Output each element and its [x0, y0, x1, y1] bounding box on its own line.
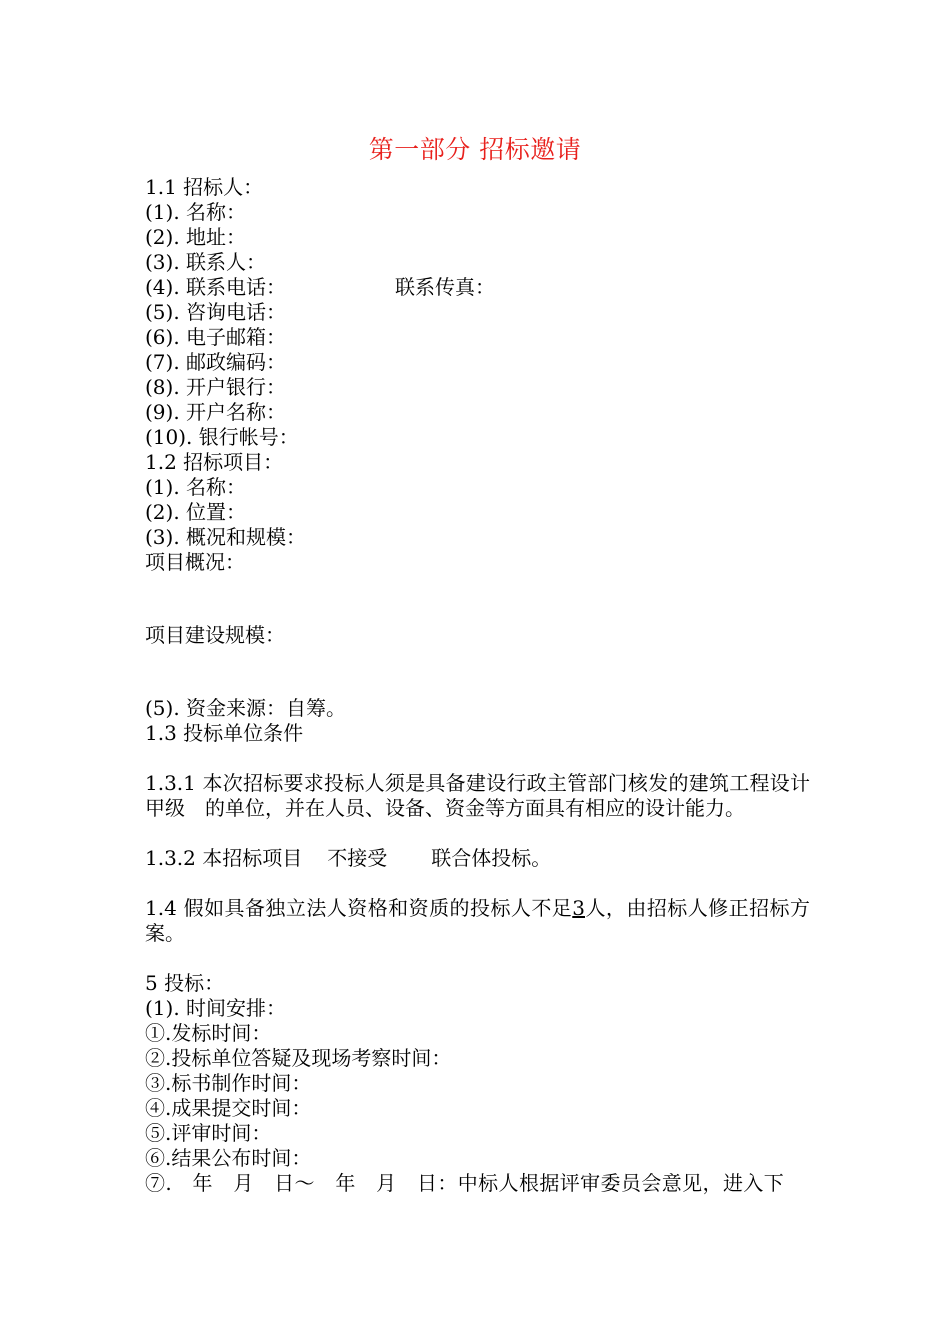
page-title: 第一部分 招标邀请 [368, 135, 582, 164]
project-funding: (5). 资金来源：自筹。 [145, 696, 347, 720]
tenderer-phone-row [145, 275, 810, 300]
tenderer-fax: 联系传真： [395, 275, 495, 299]
conditions-paragraph-131: 1.3.1 本次招标要求投标人须是具备建设行政主管部门核发的建筑工程设计甲级 的单位，并在人员、设备、资金等方面具有相应的设计能力。 [145, 771, 810, 820]
tenderer-account-name: (9). 开户名称： [145, 400, 287, 424]
project-name: (1). 名称： [145, 475, 247, 499]
tenderer-bank: (8). 开户银行： [145, 375, 287, 399]
tenderer-account-no: (10). 银行帐号： [145, 425, 299, 449]
p14-number: 3 [572, 896, 585, 920]
conditions-paragraph-132 [145, 846, 810, 871]
p132-part-b: 不接受 [327, 846, 388, 870]
p14-before: 1.4 假如具备独立法人资格和资质的投标人不足 [145, 896, 573, 920]
tenderer-contact: (3). 联系人： [145, 250, 267, 274]
schedule-item: ⑤.评审时间： [145, 1121, 272, 1145]
document-body [145, 175, 810, 1196]
project-overview-scale: (3). 概况和规模： [145, 525, 307, 549]
tenderer-consult-phone: (5). 咨询电话： [145, 300, 287, 324]
project-location: (2). 位置： [145, 500, 247, 524]
tenderer-phone: (4). 联系电话： [145, 275, 287, 299]
project-overview: 项目概况： [145, 550, 245, 574]
tenderer-heading: 1.1 招标人： [145, 175, 264, 199]
schedule-item: ④.成果提交时间： [145, 1096, 312, 1120]
conditions-heading: 1.3 投标单位条件 [145, 721, 304, 745]
tenderer-email: (6). 电子邮箱： [145, 325, 287, 349]
schedule-item: ⑥.结果公布时间： [145, 1146, 312, 1170]
project-scale: 项目建设规模： [145, 623, 285, 647]
project-heading: 1.2 招标项目： [145, 450, 284, 474]
bidding-schedule: (1). 时间安排： [145, 996, 287, 1020]
paragraph-14 [145, 896, 810, 946]
p14-after: 人，由招标人修正招标方案。 [145, 896, 811, 945]
schedule-item: ①.发标时间： [145, 1021, 272, 1045]
schedule-item: ⑦. 年 月 日～ 年 月 日：中标人根据评审委员会意见，进入下 [145, 1171, 785, 1195]
bidding-heading: 5 投标： [145, 971, 225, 995]
tenderer-address: (2). 地址： [145, 225, 247, 249]
schedule-item: ③.标书制作时间： [145, 1071, 312, 1095]
schedule-item: ②.投标单位答疑及现场考察时间： [145, 1046, 452, 1070]
tenderer-name: (1). 名称： [145, 200, 247, 224]
p132-part-a: 1.3.2 本招标项目 [145, 846, 303, 870]
tenderer-postcode: (7). 邮政编码： [145, 350, 287, 374]
p132-part-c: 联合体投标。 [431, 846, 552, 870]
